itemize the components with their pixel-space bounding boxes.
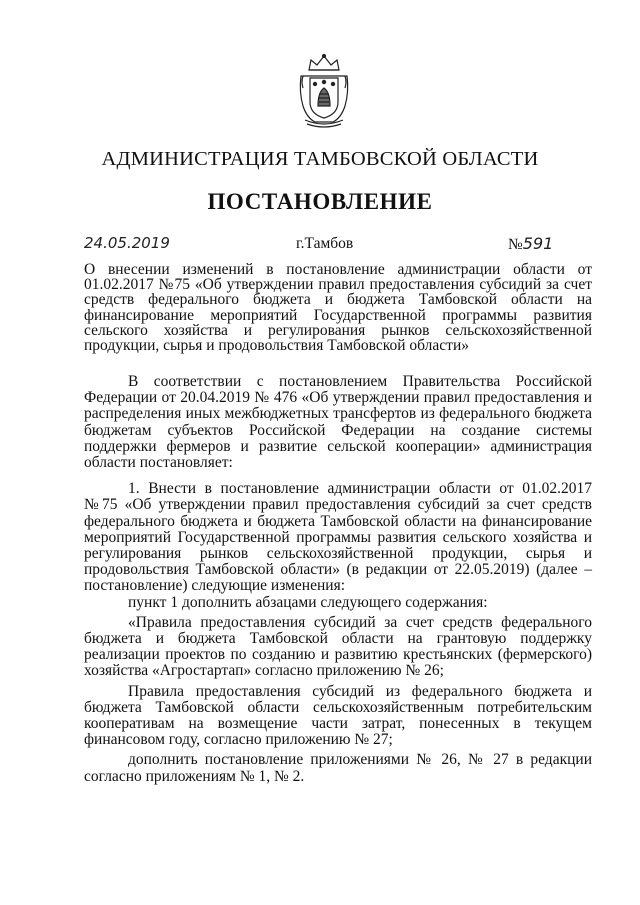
paragraph-subitem: пункт 1 дополнить абзацами следующего содержания: xyxy=(128,593,488,611)
document-body xyxy=(84,374,592,785)
document-type: ПОСТАНОВЛЕНИЕ xyxy=(207,189,433,214)
paragraph-item-1: 1. Внести в постановление администрации области от 01.02.2017 №75 «Об утверждении правил предоставления субсидий за счет средств федерального бюджета и бюджета Тамбовской области на финансирование мероприятий Государственной программы развития сельского хозяйства и регулирования рынков сельскохозяйственной продукции, сырья и продовольствия Тамбовской области» (в редакции от 22.05.2019) (далее – постановление) следующие изменения: xyxy=(84,480,592,595)
document-title: О внесении изменений в постановление администрации области от 01.02.2017 №75 «Об утверждении правил предоставления субсидий за счет средств федерального бюджета и бюджета Тамбовской области на финансирование мероприятий Государственной программы развития сельского хозяйства и регулирования рынков сельскохозяйственной продукции, сырья и продовольствия Тамбовской области» xyxy=(84,261,592,355)
paragraph-rules-27: Правила предоставления субсидий из федерального бюджета и бюджета Тамбовской области сельскохозяйственным потребительским кооперативам на возмещение части затрат, понесенных в текущем финансовом году, согласно приложению № 27; xyxy=(84,682,592,749)
document-city: г.Тамбов xyxy=(296,235,354,252)
paragraph-rules-26: «Правила предоставления субсидий за счет средств федерального бюджета и бюджета Тамбовской области на грантовую поддержку реализации проектов по созданию и развитию крестьянских (фермерского) хозяйства «Агростартап» согласно приложению № 26; xyxy=(84,613,592,680)
organization-name: АДМИНИСТРАЦИЯ ТАМБОВСКОЙ ОБЛАСТИ xyxy=(101,148,539,170)
paragraph-preamble: В соответствии с постановлением Правительства Российской Федерации от 20.04.2019 № 476 «Об утверждении правил предоставления и распределения иных межбюджетных трансфертов из федерального бюджета бюджетам субъектов Российской Федерации на создание системы поддержки фермеров и развитие сельской кооперации» администрация области постановляет: xyxy=(84,373,592,472)
document-number xyxy=(508,234,553,254)
document-date: 24.05.2019 xyxy=(84,234,170,252)
number-value: 591 xyxy=(522,234,554,253)
number-prefix: № xyxy=(508,236,523,253)
paragraph-appendix: дополнить постановление приложениями № 26, № 27 в редакции согласно приложениям № 1, № 2. xyxy=(84,751,592,785)
coat-of-arms-icon xyxy=(297,52,351,130)
